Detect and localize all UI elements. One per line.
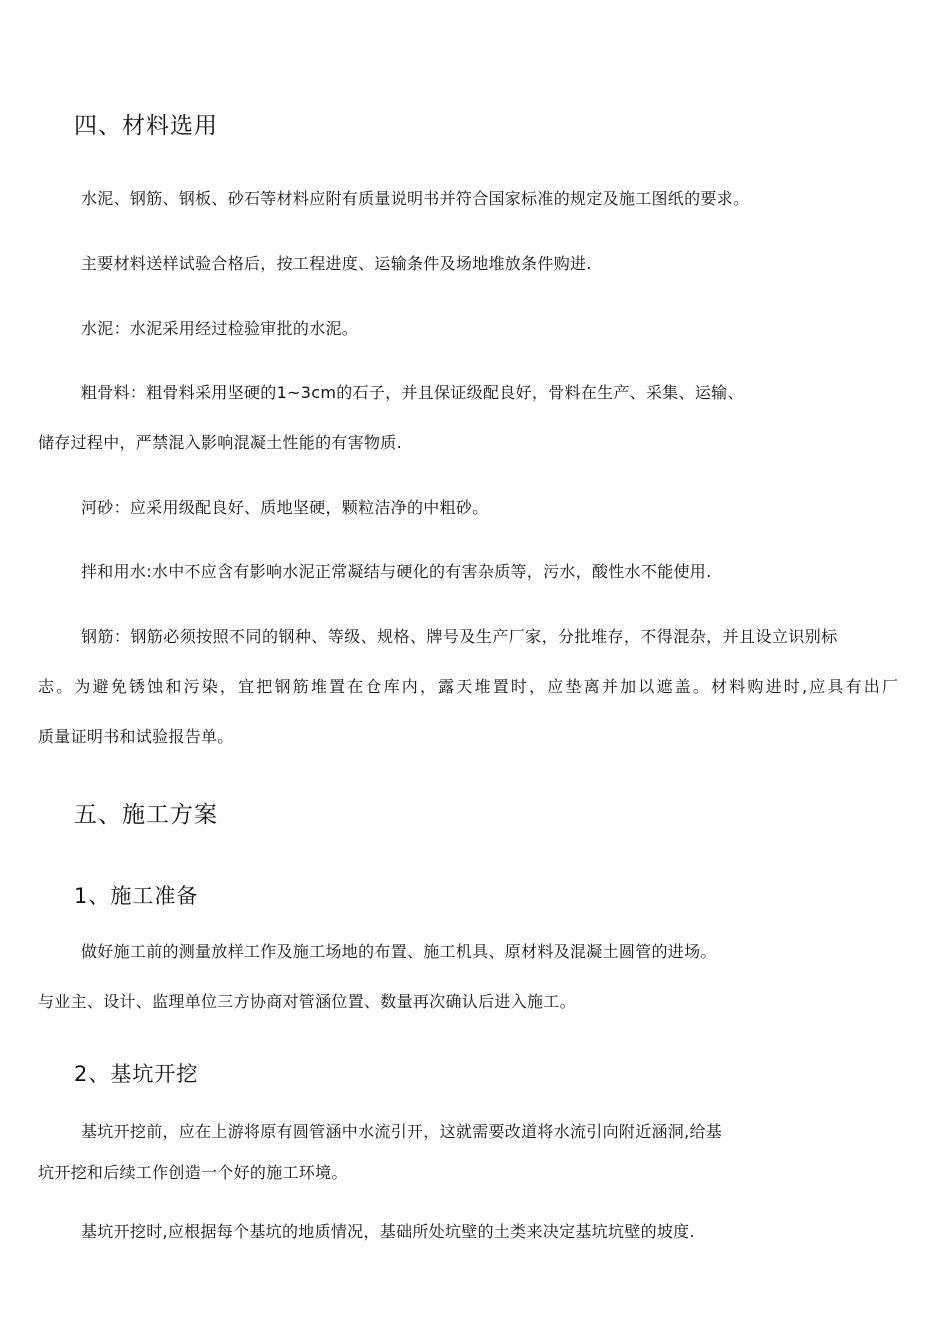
paragraph: 河砂：应采用级配良好、质地坚硬，颗粒洁净的中粗砂。	[81, 498, 489, 517]
subsection-heading: 2、基坑开挖	[74, 1062, 199, 1086]
subsection-heading: 1、施工准备	[74, 884, 199, 908]
paragraph: 粗骨料：粗骨料采用坚硬的1~3cm的石子，并且保证级配良好，骨料在生产、采集、运输、	[81, 383, 744, 402]
paragraph: 钢筋：钢筋必须按照不同的钢种、等级、规格、牌号及生产厂家，分批堆存，不得混杂，并且设立识别标	[81, 627, 838, 646]
paragraph: 水泥、钢筋、钢板、砂石等材料应附有质量说明书并符合国家标准的规定及施工图纸的要求。	[81, 189, 750, 208]
paragraph-continuation: 坑开挖和后续工作创造一个好的施工环境。	[38, 1163, 348, 1182]
paragraph: 拌和用水:水中不应含有影响水泥正常凝结与硬化的有害杂质等，污水，酸性水不能使用.	[81, 562, 712, 581]
paragraph: 主要材料送样试验合格后，按工程进度、运输条件及场地堆放条件购进.	[81, 254, 592, 273]
paragraph-continuation: 储存过程中，严禁混入影响混凝土性能的有害物质.	[38, 433, 402, 452]
paragraph: 做好施工前的测量放样工作及施工场地的布置、施工机具、原材料及混凝土圆管的进场。	[81, 942, 717, 961]
section-heading: 四、材料选用	[74, 113, 218, 139]
paragraph-continuation: 质量证明书和试验报告单。	[38, 727, 234, 746]
paragraph: 基坑开挖时,应根据每个基坑的地质情况，基础所处坑壁的土类来决定基坑坑壁的坡度.	[81, 1222, 695, 1241]
paragraph-continuation: 志。为避免锈蚀和污染，宜把钢筋堆置在仓库内，露天堆置时，应垫离并加以遮盖。材料购进时,应具有出厂	[38, 677, 898, 696]
section-heading: 五、施工方案	[74, 802, 218, 828]
paragraph: 水泥：水泥采用经过检验审批的水泥。	[81, 319, 359, 338]
paragraph: 基坑开挖前，应在上游将原有圆管涵中水流引开，这就需要改道将水流引向附近涵洞,给基	[81, 1122, 723, 1141]
paragraph: 与业主、设计、监理单位三方协商对管涵位置、数量再次确认后进入施工。	[38, 992, 576, 1011]
